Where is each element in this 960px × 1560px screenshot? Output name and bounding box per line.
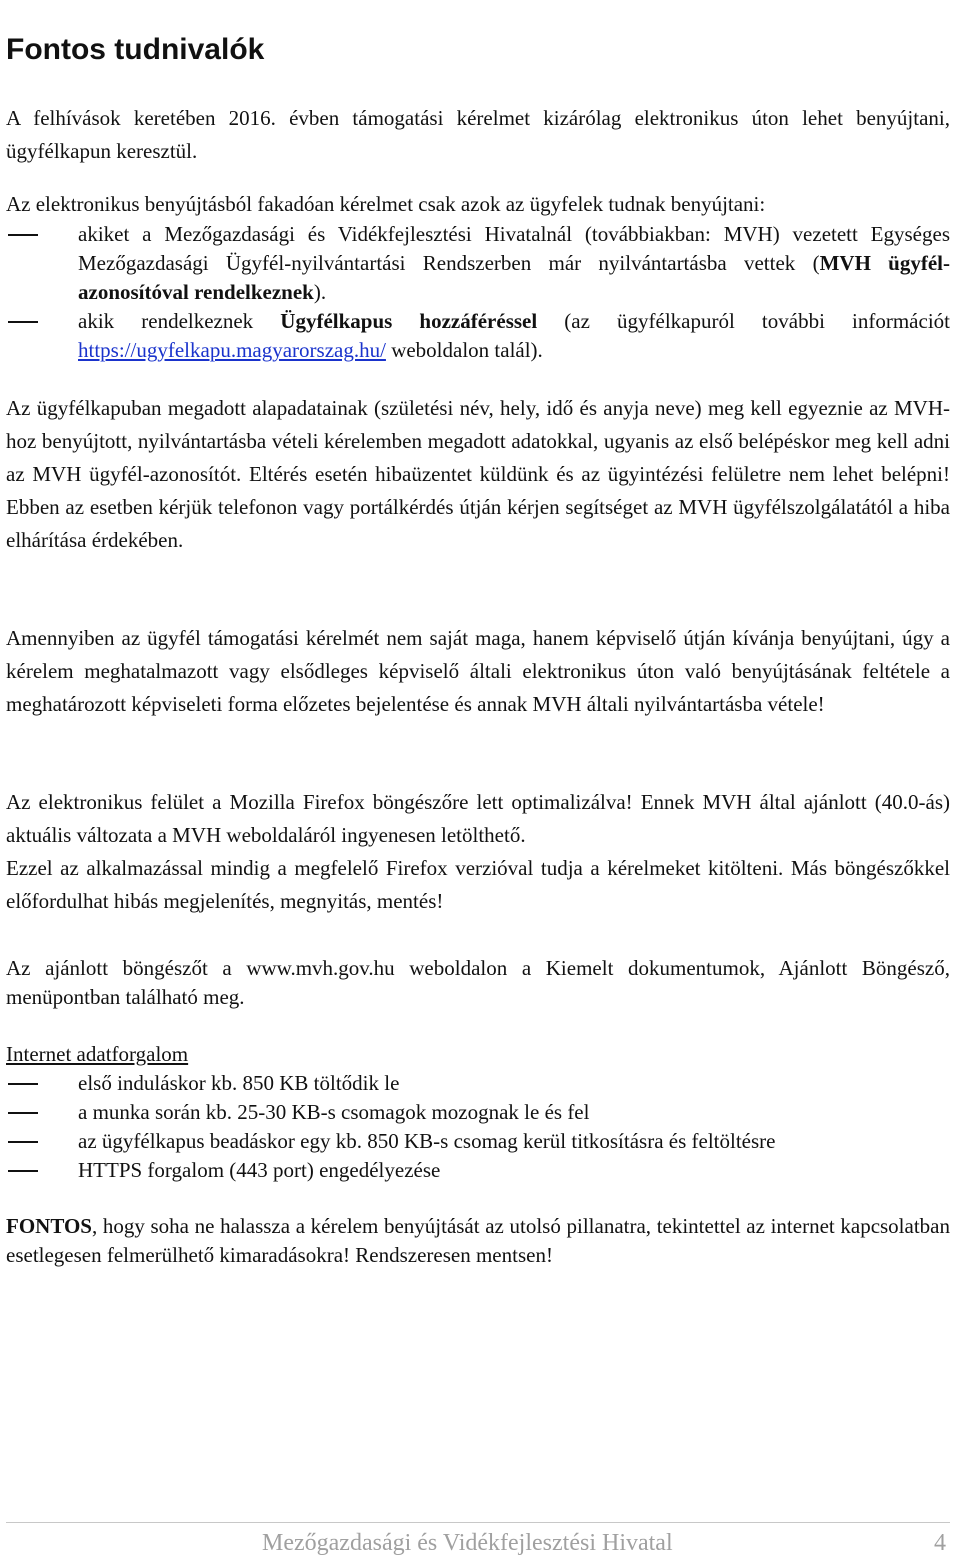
representative-paragraph: Amennyiben az ügyfél támogatási kérelmét nem saját maga, hanem képviselő útján kívánja benyújtani, úgy a kérelem meghatalmazott vagy elsődleges képviselő általi elektronikus úton való benyújtásának feltétele a meghatározott képviseleti forma előzetes bejelentése és annak MVH általi nyilvántartásba vétele! xyxy=(6,626,950,716)
list-item: akik rendelkeznek Ügyfélkapus hozzáféréssel (az ügyfélkapuról további információt https://ugyfelkapu.magyarorszag.hu/ weboldalon talál). xyxy=(6,307,950,365)
recommended-browser-paragraph: Az ajánlott böngészőt a www.mvh.gov.hu weboldalon a Kiemelt dokumentumok, Ajánlott Böngésző, menüpontban található meg. xyxy=(6,956,950,1009)
important-emphasis: FONTOS xyxy=(6,1214,92,1238)
eligibility-list xyxy=(6,220,950,365)
eligibility-lead: Az elektronikus benyújtásból fakadóan kérelmet csak azok az ügyfelek tudnak benyújtani: xyxy=(6,192,766,216)
browser-paragraph-1: Az elektronikus felület a Mozilla Firefox böngészőre lett optimalizálva! Ennek MVH által ajánlott (40.0-ás) aktuális változata a MVH weboldaláról ingyenesen letölthető. xyxy=(6,790,950,847)
list-item: HTTPS forgalom (443 port) engedélyezése xyxy=(6,1156,950,1185)
page-number: 4 xyxy=(934,1530,946,1556)
list-item: akiket a Mezőgazdasági és Vidékfejlesztési Hivatalnál (továbbiakban: MVH) vezetett Egységes Mezőgazdasági Ügyfél-nyilvántartási Rendszerben már nyilvántartásba vettek (MVH ügyfél-azonosítóval rendelkeznek). xyxy=(6,220,950,307)
data-match-paragraph: Az ügyfélkapuban megadott alapadatainak (születési név, hely, idő és anyja neve) meg kell egyeznie az MVH-hoz benyújtott, nyilvántartásba vételi kérelemben megadott adatokkal, ugyanis az első belépéskor meg kell adni az MVH ügyfél-azonosítót. Eltérés esetén hibaüzentet küldünk és az ügyintézési felületre nem lehet belépni! Ebben az esetben kérjük telefonon vagy portálkérdés útján kérjen segítséget az MVH ügyfélszolgálatától a hiba elhárítása érdekében. xyxy=(6,396,950,552)
ugyfelkapu-link[interactable]: https://ugyfelkapu.magyarorszag.hu/ xyxy=(78,338,386,362)
browser-paragraph-2: Ezzel az alkalmazással mindig a megfelelő Firefox verzióval tudja a kérelmeket kitölteni. Más böngészőkkel előfordulhat hibás megjelenítés, megnyitás, mentés! xyxy=(6,856,950,913)
dash-bullet-icon xyxy=(8,1112,38,1114)
dash-bullet-icon xyxy=(8,321,38,323)
client-id-emphasis: MVH ügyfél-azonosítóval rendelkeznek xyxy=(78,251,950,304)
internet-list xyxy=(6,1069,950,1185)
dash-bullet-icon xyxy=(8,1170,38,1172)
footer-divider xyxy=(6,1522,950,1523)
list-item: a munka során kb. 25-30 KB-s csomagok mozognak le és fel xyxy=(6,1098,950,1127)
internet-heading: Internet adatforgalom xyxy=(6,1042,189,1066)
intro-paragraph: A felhívások keretében 2016. évben támogatási kérelmet kizárólag elektronikus úton lehet benyújtani, ügyfélkapun keresztül. xyxy=(6,106,950,163)
dash-bullet-icon xyxy=(8,1083,38,1085)
important-paragraph: FONTOS, hogy soha ne halassza a kérelem benyújtását az utolsó pillanatra, tekintettel az internet kapcsolatban esetlegesen felmerülhető kimaradásokra! Rendszeresen mentsen! xyxy=(6,1214,950,1267)
dash-bullet-icon xyxy=(8,1141,38,1143)
footer-organization: Mezőgazdasági és Vidékfejlesztési Hivatal xyxy=(262,1530,673,1556)
list-item: az ügyfélkapus beadáskor egy kb. 850 KB-s csomag kerül titkosításra és feltöltésre xyxy=(6,1127,950,1156)
list-item: első induláskor kb. 850 KB töltődik le xyxy=(6,1069,950,1098)
page-title: Fontos tudnivalók xyxy=(6,33,265,66)
dash-bullet-icon xyxy=(8,234,38,236)
client-gate-emphasis: Ügyfélkapus hozzáféréssel xyxy=(280,309,538,333)
